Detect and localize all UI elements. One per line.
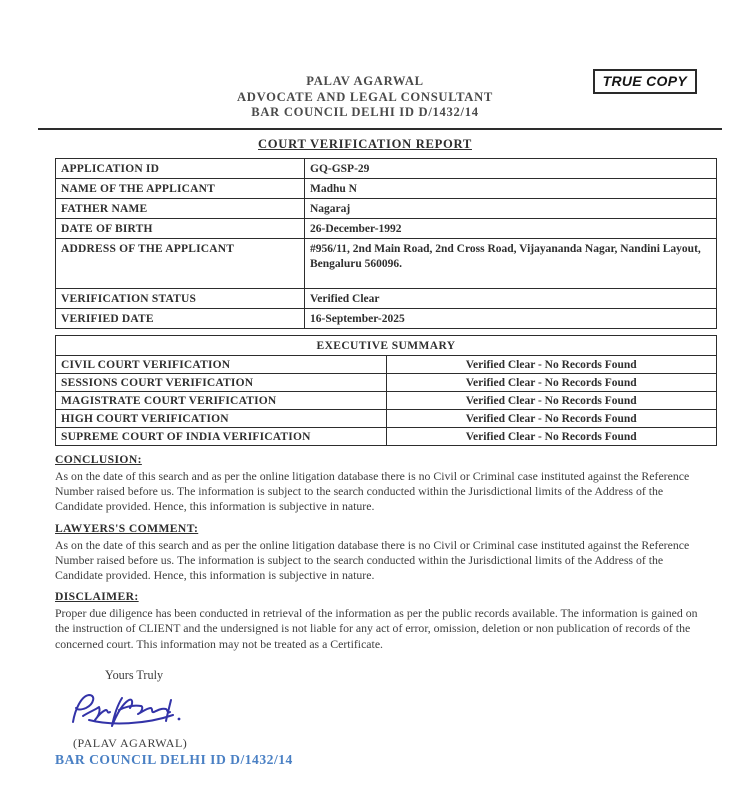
header-divider: [38, 128, 722, 130]
advocate-name: PALAV AGARWAL: [306, 74, 424, 88]
table-row: [56, 309, 717, 329]
table-row: [56, 239, 717, 289]
row-label: CIVIL COURT VERIFICATION: [56, 356, 387, 374]
advocate-designation: ADVOCATE AND LEGAL CONSULTANT: [237, 89, 493, 104]
row-value: Nagaraj: [305, 199, 717, 219]
table-row: [56, 219, 717, 239]
signature-image: [67, 686, 197, 734]
bar-council-id-header: BAR COUNCIL DELHI ID D/1432/14: [251, 105, 479, 120]
row-label: HIGH COURT VERIFICATION: [56, 410, 387, 428]
row-value: Verified Clear - No Records Found: [386, 428, 717, 446]
signatory-name: (PALAV AGARWAL): [73, 735, 188, 750]
row-label: SESSIONS COURT VERIFICATION: [56, 374, 387, 392]
table-row: [56, 392, 717, 410]
handwritten-signature-icon: [67, 686, 197, 734]
executive-summary-title: EXECUTIVE SUMMARY: [56, 336, 717, 356]
disclaimer-section: [55, 590, 717, 652]
table-row: [56, 356, 717, 374]
row-label: NAME OF THE APPLICANT: [56, 179, 305, 199]
row-label: FATHER NAME: [56, 199, 305, 219]
row-value: Verified Clear - No Records Found: [386, 392, 717, 410]
applicant-details-table: [55, 158, 717, 329]
row-value: Verified Clear - No Records Found: [386, 410, 717, 428]
row-value: GQ-GSP-29: [305, 159, 717, 179]
page-title: COURT VERIFICATION REPORT: [258, 137, 472, 151]
row-value: 16-September-2025: [305, 309, 717, 329]
row-label: VERIFIED DATE: [56, 309, 305, 329]
row-value: Verified Clear - No Records Found: [386, 374, 717, 392]
row-value: Madhu N: [305, 179, 717, 199]
report-content: [55, 158, 717, 768]
table-row: [56, 289, 717, 309]
lawyers-comment-text: As on the date of this search and as per the online litigation database there is no Civil or Criminal case instituted against the Reference Number raised before us. The information is subject to the search conducted within the Jurisdictional limits of the Address of the Candidate provided. Hence, this information is subjective in nature.: [55, 537, 690, 583]
row-value: 26-December-1992: [305, 219, 717, 239]
conclusion-heading: CONCLUSION:: [55, 453, 142, 466]
true-copy-stamp: TRUE COPY: [593, 69, 697, 94]
disclaimer-text: Proper due diligence has been conducted in retrieval of the information as per the public records available. The information is gained on the instruction of CLIENT and the undersigned is not liable for any act of error, omission, deletion or non publication of records of the concerned court. This information may not be treated as a Certificate.: [55, 606, 698, 651]
lawyers-comment-heading: LAWYERS'S COMMENT:: [55, 521, 199, 535]
row-label: DATE OF BIRTH: [56, 219, 305, 239]
table-row: [56, 410, 717, 428]
row-value: Verified Clear: [305, 289, 717, 309]
table-row: [56, 179, 717, 199]
row-label: APPLICATION ID: [56, 159, 305, 179]
row-label: MAGISTRATE COURT VERIFICATION: [56, 392, 387, 410]
table-row: [56, 159, 717, 179]
executive-summary-table: [55, 335, 717, 446]
row-label: VERIFICATION STATUS: [56, 289, 305, 309]
lawyers-comment-section: [55, 522, 717, 584]
conclusion-text: As on the date of this search and as per the online litigation database there is no Civil or Criminal case instituted against the Reference Number raised before us. The information is subject to the search conducted within the Jurisdictional limits of the Address of the Candidate provided. Hence, this information is subjective in nature.: [55, 469, 690, 514]
closing-salutation: Yours Truly: [105, 667, 164, 682]
disclaimer-heading: DISCLAIMER:: [55, 590, 139, 604]
conclusion-section: [55, 453, 717, 515]
table-header-row: [56, 336, 717, 356]
table-row: [56, 428, 717, 446]
row-label: ADDRESS OF THE APPLICANT: [56, 239, 305, 289]
table-row: [56, 199, 717, 219]
row-label: SUPREME COURT OF INDIA VERIFICATION: [56, 428, 387, 446]
table-row: [56, 374, 717, 392]
row-value: #956/11, 2nd Main Road, 2nd Cross Road, Vijayananda Nagar, Nandini Layout, Bengaluru 560096.: [305, 239, 717, 289]
bar-council-id-footer: BAR COUNCIL DELHI ID D/1432/14: [55, 751, 293, 767]
row-value: Verified Clear - No Records Found: [386, 356, 717, 374]
